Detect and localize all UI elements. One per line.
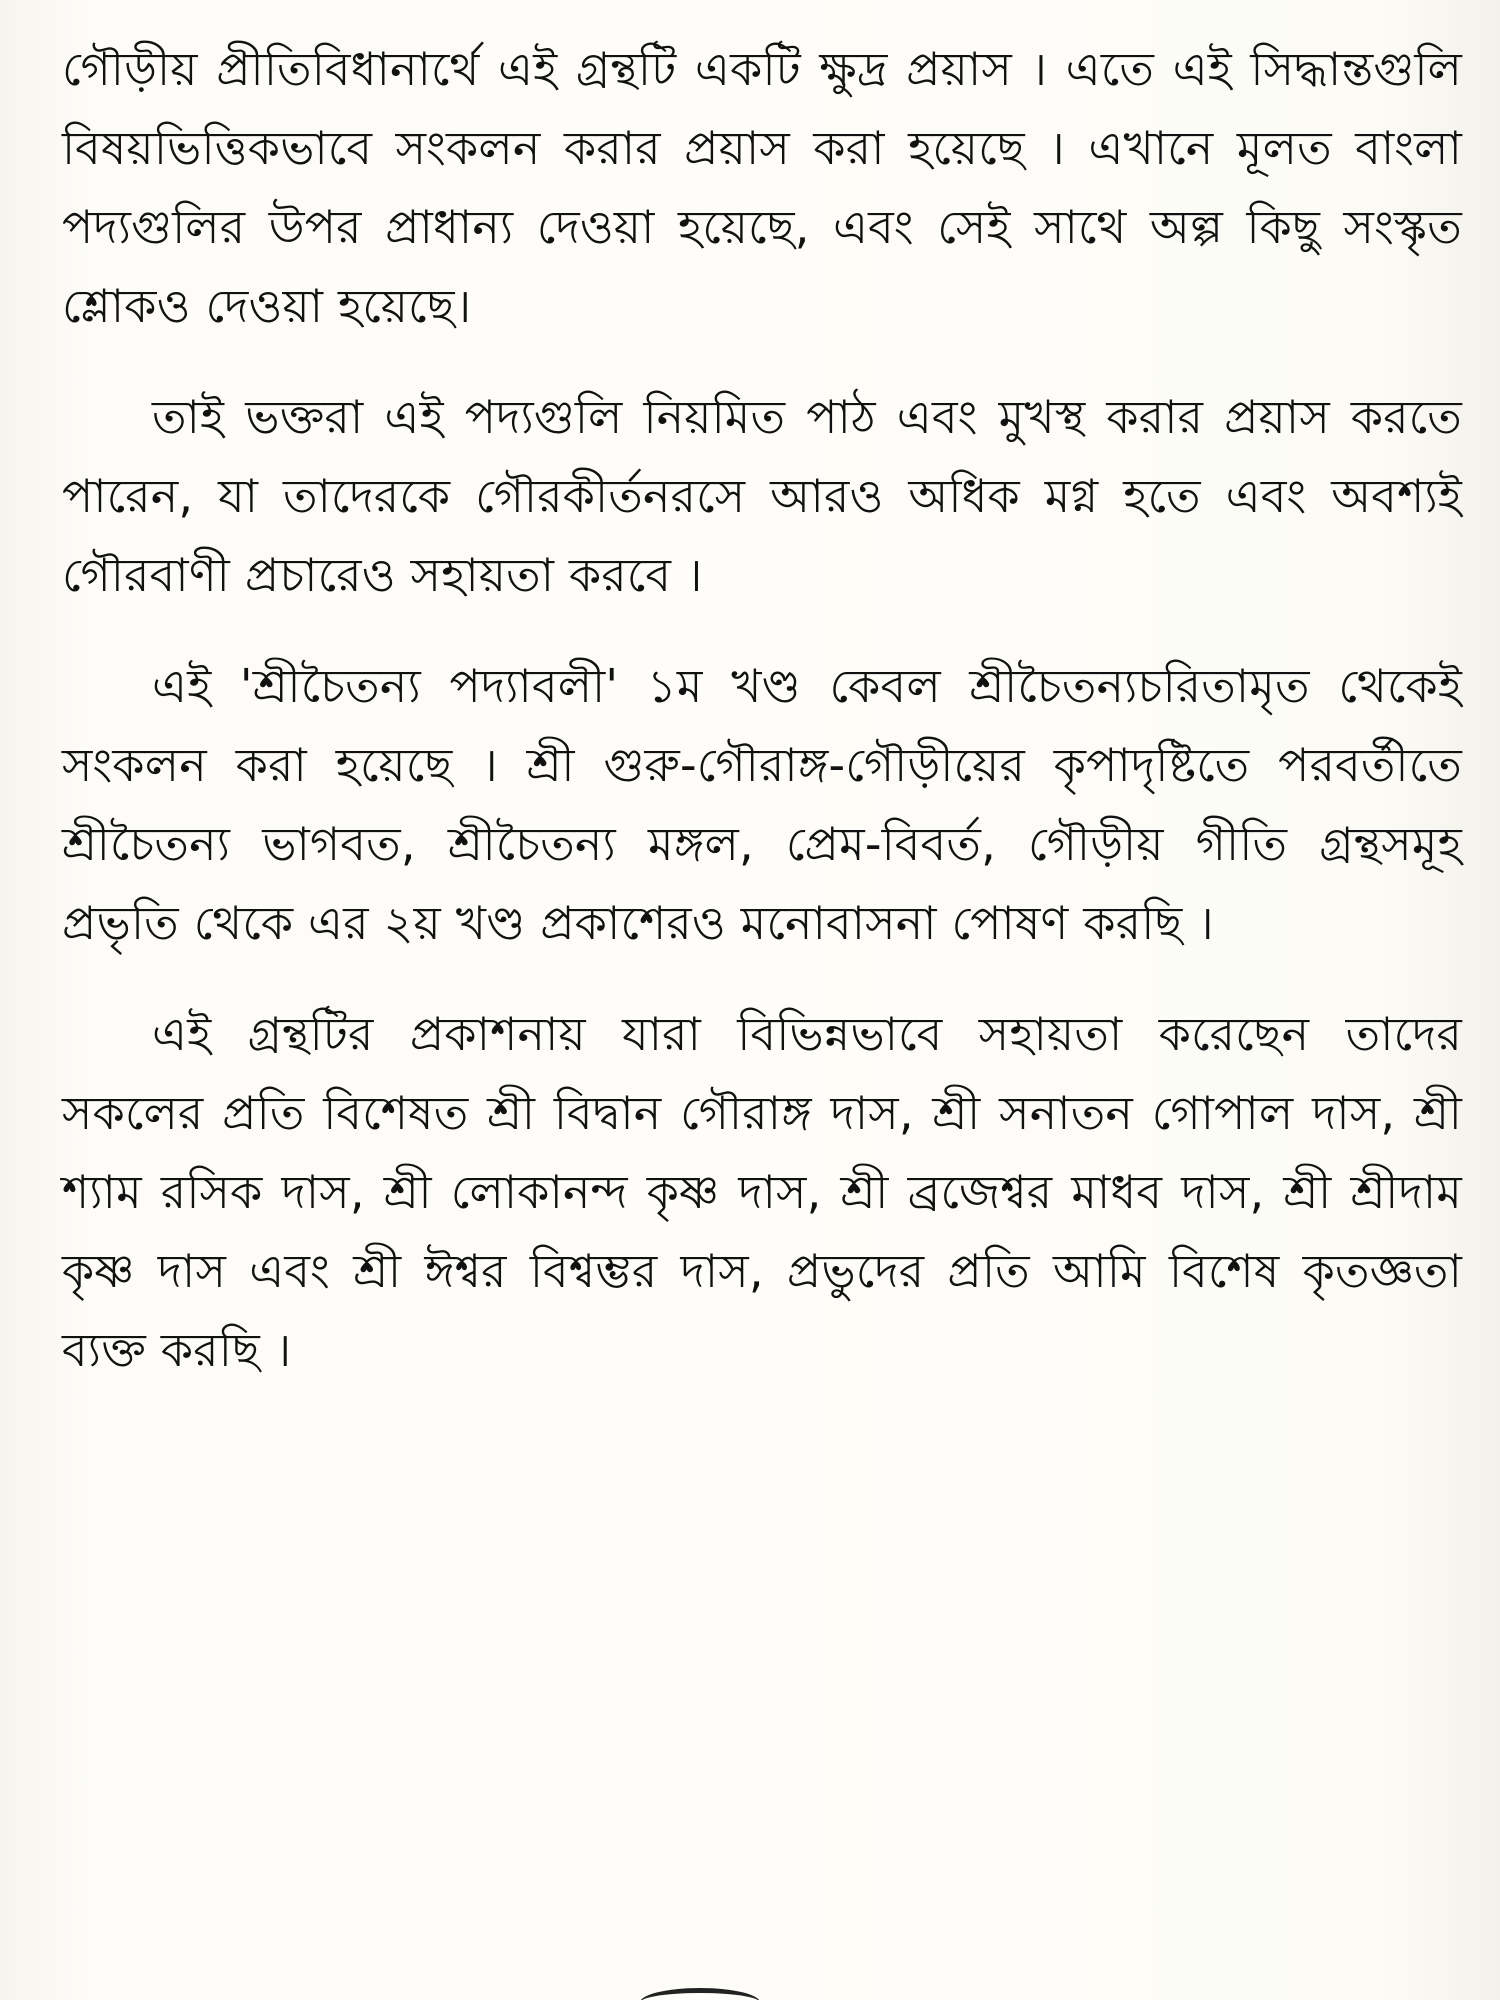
paragraph-volume: এই 'শ্রীচৈতন্য পদ্যাবলী' ১ম খণ্ড কেবল শ্রীচৈতন্যচরিতামৃত থেকেই সংকলন করা হয়েছে । শ্রী গুরু-গৌরাঙ্গ-গৌড়ীয়ের কৃপাদৃষ্টিতে পরবর্তীতে শ্রীচৈতন্য ভাগবত, শ্রীচৈতন্য মঙ্গল, প্রেম-বিবর্ত, গৌড়ীয় গীতি গ্রন্থসমূহ প্রভৃতি থেকে এর ২য় খণ্ড প্রকাশেরও মনোবাসনা পোষণ করছি । [62, 659, 1462, 950]
paragraph-intro: গৌড়ীয় প্রীতিবিধানার্থে এই গ্রন্থটি একটি ক্ষুদ্র প্রয়াস । এতে এই সিদ্ধান্তগুলি বিষয়ভিত্তিকভাবে সংকলন করার প্রয়াস করা হয়েছে । এখানে মূলত বাংলা পদ্যগুলির উপর প্রাধান্য দেওয়া হয়েছে, এবং সেই সাথে অল্প কিছু সংস্কৃত শ্লোকও দেওয়া হয়েছে। [62, 42, 1462, 333]
paragraph-gap [62, 615, 1462, 647]
paragraph-devotees: তাই ভক্তরা এই পদ্যগুলি নিয়মিত পাঠ এবং মুখস্থ করার প্রয়াস করতে পারেন, যা তাদেরকে গৌরকীর্তনরসে আরও অধিক মগ্ন হতে এবং অবশ্যই গৌরবাণী প্রচারেও সহায়তা করবে । [62, 390, 1462, 602]
cropped-page-footer [640, 1988, 760, 2000]
paragraph-gap [62, 346, 1462, 378]
body-text [62, 30, 1462, 1390]
paragraph-gap [62, 963, 1462, 995]
paragraph-acknowledgements: এই গ্রন্থটির প্রকাশনায় যারা বিভিন্নভাবে সহায়তা করেছেন তাদের সকলের প্রতি বিশেষত শ্রী বিদ্বান গৌরাঙ্গ দাস, শ্রী সনাতন গোপাল দাস, শ্রী শ্যাম রসিক দাস, শ্রী লোকানন্দ কৃষ্ণ দাস, শ্রী ব্রজেশ্বর মাধব দাস, শ্রী শ্রীদাম কৃষ্ণ দাস এবং শ্রী ঈশ্বর বিশ্বম্ভর দাস, প্রভুদের প্রতি আমি বিশেষ কৃতজ্ঞতা ব্যক্ত করছি । [62, 1007, 1462, 1377]
